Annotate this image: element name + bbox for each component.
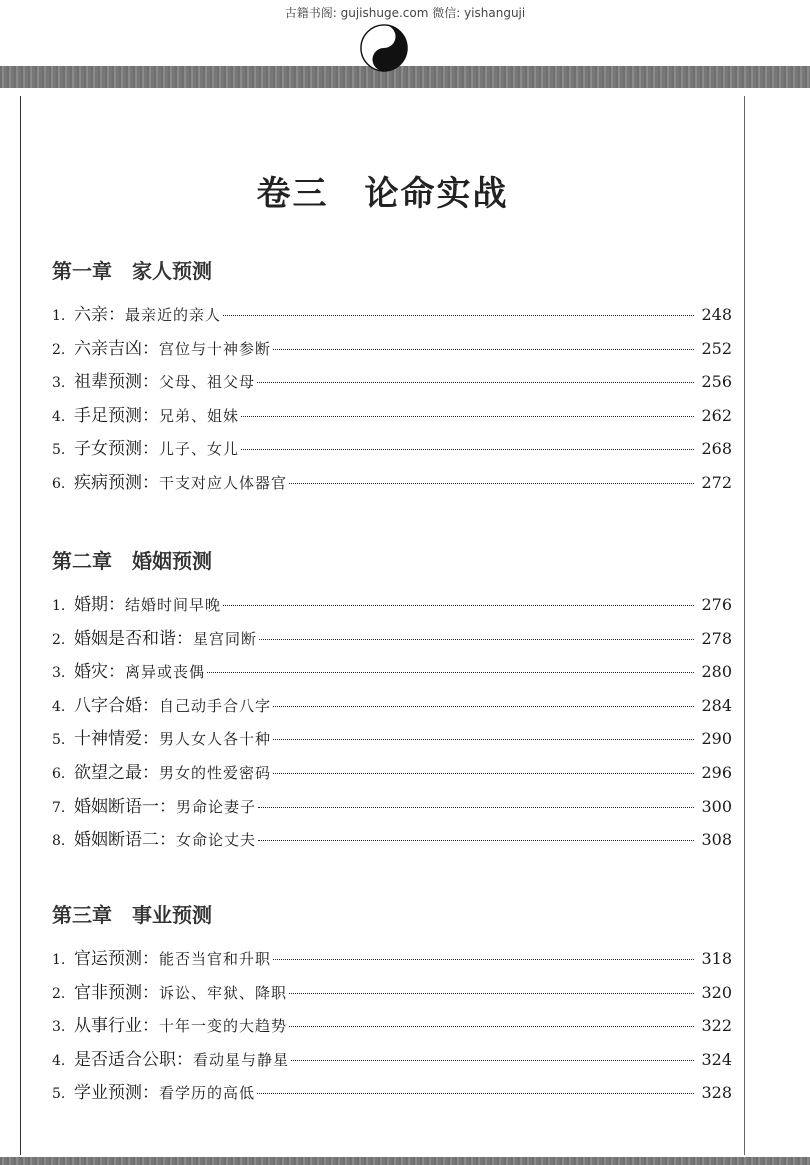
entry-page-number: 278 xyxy=(701,628,732,648)
toc-entry xyxy=(52,689,732,723)
entry-title: 婚期 xyxy=(74,595,108,615)
toc-entry xyxy=(52,332,732,366)
entry-subtitle: 星宫同断 xyxy=(193,629,258,648)
entry-subtitle: 最亲近的亲人 xyxy=(125,306,222,324)
dot-leader xyxy=(291,1060,694,1061)
entry-number: 5. xyxy=(52,732,66,749)
entry-number: 4. xyxy=(52,698,66,715)
chapter-1 xyxy=(52,256,732,500)
entry-title: 学业预测 xyxy=(74,1083,142,1104)
dot-leader xyxy=(241,449,694,450)
entry-number: 1. xyxy=(52,952,66,968)
entry-title: 六亲 xyxy=(74,305,108,325)
entry-number: 6. xyxy=(52,475,66,492)
entry-number: 3. xyxy=(52,375,66,392)
dot-leader xyxy=(258,807,694,808)
entry-number: 5. xyxy=(52,442,66,459)
entry-colon: ： xyxy=(142,1016,159,1037)
entry-title: 八字合婚 xyxy=(74,695,142,716)
entry-page-number: 322 xyxy=(701,1016,732,1036)
entry-page-number: 256 xyxy=(701,372,732,392)
entry-colon: ： xyxy=(108,662,125,683)
entry-subtitle: 自己动手合八字 xyxy=(159,696,272,715)
toc-entry xyxy=(52,399,732,433)
entry-subtitle: 看学历的高低 xyxy=(159,1084,256,1103)
entry-number: 5. xyxy=(52,1086,66,1103)
entry-title: 婚姻断语一 xyxy=(74,796,159,817)
entry-title: 官运预测 xyxy=(74,949,142,969)
entry-number: 4. xyxy=(52,408,66,425)
dot-leader xyxy=(258,840,694,841)
entry-colon: ： xyxy=(142,405,159,426)
entry-page-number: 280 xyxy=(701,662,732,682)
toc-entry xyxy=(52,756,732,790)
entry-subtitle: 男人女人各十种 xyxy=(159,730,272,749)
entry-subtitle: 女命论丈夫 xyxy=(176,831,257,850)
entry-subtitle: 干支对应人体器官 xyxy=(159,473,288,492)
entry-page-number: 268 xyxy=(701,439,732,459)
dot-leader xyxy=(223,315,694,316)
entry-subtitle: 离异或丧偶 xyxy=(125,663,206,682)
dot-leader xyxy=(257,382,694,383)
entry-colon: ： xyxy=(142,695,159,716)
watermark-text: 古籍书阁: gujishuge.com 微信: yishanguji xyxy=(284,6,526,20)
toc-entry xyxy=(52,588,732,622)
entry-page-number: 328 xyxy=(701,1083,732,1103)
dot-leader xyxy=(273,773,694,774)
dot-leader xyxy=(273,739,694,740)
chapter-heading: 第三章 事业预测 xyxy=(52,903,212,927)
entry-colon: ： xyxy=(142,338,159,359)
entry-number: 3. xyxy=(52,665,66,682)
entry-page-number: 300 xyxy=(701,796,732,816)
toc-list xyxy=(52,942,732,1110)
entry-subtitle: 男命论妻子 xyxy=(176,797,257,816)
entry-colon: ： xyxy=(108,305,125,325)
entry-page-number: 248 xyxy=(701,305,732,324)
entry-colon: ： xyxy=(108,595,125,615)
entry-subtitle: 能否当官和升职 xyxy=(159,950,272,968)
toc-entry xyxy=(52,790,732,824)
entry-subtitle: 男女的性爱密码 xyxy=(159,763,272,782)
entry-page-number: 272 xyxy=(701,472,732,492)
toc-entry xyxy=(52,722,732,756)
entry-colon: ： xyxy=(142,729,159,750)
chapter-3 xyxy=(52,900,732,1110)
dot-leader xyxy=(207,672,694,673)
entry-page-number: 320 xyxy=(701,982,732,1002)
toc-entry xyxy=(52,1076,732,1110)
footer-band xyxy=(0,1157,810,1165)
toc-entry xyxy=(52,365,732,399)
entry-colon: ： xyxy=(142,372,159,393)
entry-title: 疾病预测 xyxy=(74,472,142,493)
toc-entry xyxy=(52,823,732,857)
entry-title: 欲望之最 xyxy=(74,762,142,783)
dot-leader xyxy=(273,706,694,707)
left-margin-rule xyxy=(20,96,21,1155)
entry-number: 6. xyxy=(52,765,66,782)
entry-number: 7. xyxy=(52,799,66,816)
entry-colon: ： xyxy=(159,796,176,817)
entry-page-number: 290 xyxy=(701,729,732,749)
entry-colon: ： xyxy=(142,1083,159,1104)
entry-subtitle: 十年一变的大趋势 xyxy=(159,1017,288,1036)
dot-leader xyxy=(289,483,694,484)
entry-title: 手足预测 xyxy=(74,405,142,426)
dot-leader xyxy=(223,605,694,606)
entry-number: 4. xyxy=(52,1052,66,1069)
entry-colon: ： xyxy=(176,628,193,649)
entry-title: 婚姻断语二 xyxy=(74,830,159,851)
entry-page-number: 276 xyxy=(701,595,732,614)
dot-leader xyxy=(289,993,694,994)
dot-leader xyxy=(241,416,694,417)
toc-entry xyxy=(52,1043,732,1077)
entry-title: 从事行业 xyxy=(74,1016,142,1037)
entry-page-number: 318 xyxy=(701,949,732,968)
entry-title: 子女预测 xyxy=(74,439,142,460)
right-margin-rule xyxy=(744,96,745,1155)
entry-colon: ： xyxy=(142,439,159,460)
entry-colon: ： xyxy=(142,472,159,493)
entry-number: 2. xyxy=(52,985,66,1002)
entry-subtitle: 诉讼、牢狱、降职 xyxy=(159,983,288,1002)
chapter-heading: 第一章 家人预测 xyxy=(52,259,212,283)
entry-title: 六亲吉凶 xyxy=(74,338,142,359)
toc-entry xyxy=(52,622,732,656)
toc-entry xyxy=(52,655,732,689)
toc-entry xyxy=(52,1009,732,1043)
dot-leader xyxy=(257,1093,694,1094)
entry-title: 是否适合公职 xyxy=(74,1049,176,1070)
entry-colon: ： xyxy=(142,949,159,969)
entry-subtitle: 看动星与静星 xyxy=(193,1050,290,1069)
entry-colon: ： xyxy=(142,762,159,783)
toc-list xyxy=(52,298,732,500)
entry-number: 1. xyxy=(52,598,66,614)
entry-number: 2. xyxy=(52,631,66,648)
entry-subtitle: 结婚时间早晚 xyxy=(125,596,222,614)
entry-colon: ： xyxy=(159,830,176,851)
entry-page-number: 308 xyxy=(701,830,732,850)
dot-leader xyxy=(289,1026,694,1027)
entry-title: 十神情爱 xyxy=(74,729,142,750)
entry-page-number: 324 xyxy=(701,1049,732,1069)
entry-colon: ： xyxy=(142,982,159,1003)
entry-subtitle: 儿子、女儿 xyxy=(159,440,240,459)
chapter-2 xyxy=(52,546,732,857)
yin-yang-icon xyxy=(360,24,408,72)
entry-page-number: 252 xyxy=(701,338,732,358)
toc-list xyxy=(52,588,732,857)
entry-colon: ： xyxy=(176,1049,193,1070)
dot-leader xyxy=(273,349,694,350)
entry-number: 1. xyxy=(52,308,66,324)
entry-page-number: 284 xyxy=(701,695,732,715)
entry-page-number: 296 xyxy=(701,762,732,782)
toc-entry xyxy=(52,298,732,332)
entry-title: 婚姻是否和谐 xyxy=(74,628,176,649)
entry-page-number: 262 xyxy=(701,405,732,425)
dot-leader xyxy=(259,639,694,640)
entry-number: 3. xyxy=(52,1019,66,1036)
toc-entry xyxy=(52,466,732,500)
chapter-heading: 第二章 婚姻预测 xyxy=(52,549,212,573)
toc-entry xyxy=(52,432,732,466)
page-title: 卷三 论命实战 xyxy=(256,174,509,214)
entry-title: 官非预测 xyxy=(74,982,142,1003)
entry-subtitle: 宫位与十神参断 xyxy=(159,339,272,358)
entry-title: 祖辈预测 xyxy=(74,372,142,393)
toc-entry xyxy=(52,942,732,976)
entry-subtitle: 兄弟、姐妹 xyxy=(159,406,240,425)
entry-number: 2. xyxy=(52,341,66,358)
entry-number: 8. xyxy=(52,833,66,850)
toc-entry xyxy=(52,976,732,1010)
dot-leader xyxy=(273,959,694,960)
entry-subtitle: 父母、祖父母 xyxy=(159,373,256,392)
entry-title: 婚灾 xyxy=(74,662,108,683)
